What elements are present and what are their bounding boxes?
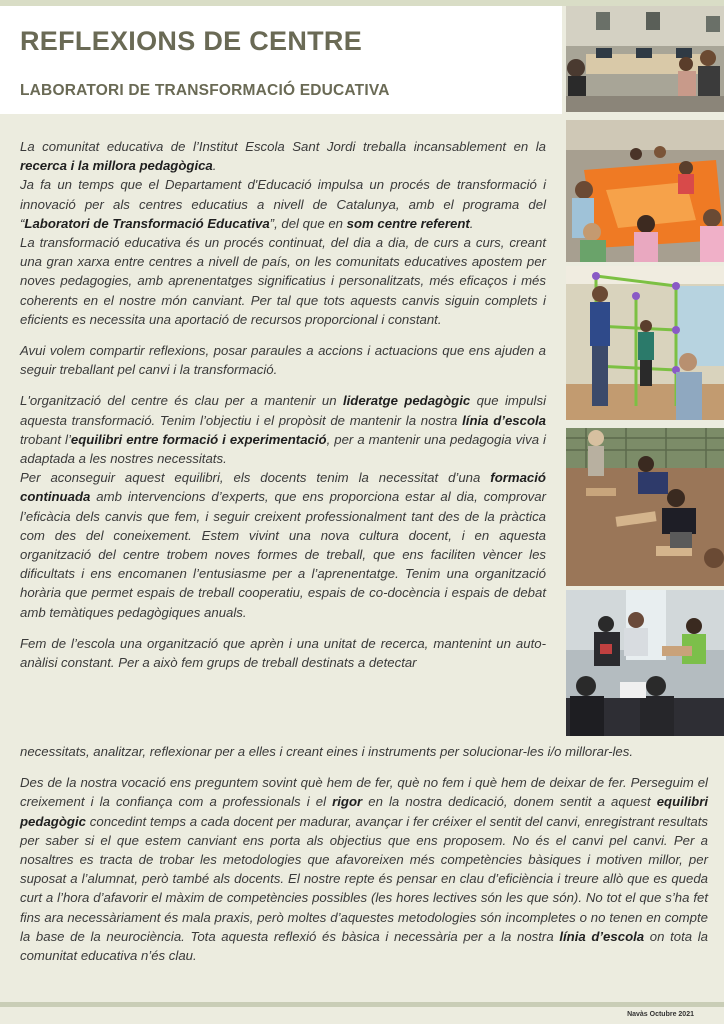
orange-light-table-photo bbox=[566, 120, 724, 262]
paragraph-8: Des de la nostra vocació ens preguntem sovint què hem de fer, què no fem i què hem de deixar de fer. Perseguim el creixement i la confiança com a professionals i el rigor en la nostra dedicació, donem sentit a aquest equilibri pedagògic concedint temps a cada docent per madurar, avançar i fer créixer el sentit del canvi, enregistrant resultats per saber si el que estem canviant ens porta als objectius que ens proposem. No és el canvi pel canvi. Per a nosaltres es tracta de trobar les metodologies que afavoreixen més competències bàsiques i motiven millor, per suposat a l’alumnat, però també als docents. El nostre repte és pensar en clau d’eficiència i treure allò que es queda curt a l’hora d’afavorir el màxim de competències possibles (les hores lectives són les que són). No tot el que s’ha fet fins ara necessàriament és mala praxis, però moltes d’aquestes metodologies són incompletes o no tenen en compte la base de la neurociència. Tota aquesta reflexió és bàsica i necessària per a la nostra línia d’escola on tota la comunitat educativa n’és clau. bbox=[20, 775, 709, 964]
climbing-frame-photo bbox=[566, 266, 724, 420]
paragraph-5: L'organització del centre és clau per a mantenir un lideratge pedagògic que impulsi aquesta transformació. Tenim l’objectiu i el propòsit de mantenir la nostra línia d’escola trobant l’equilibri entre formació i experimentació, per a mantenir una pedagogia viva i adaptada a les nostres necessitats. bbox=[20, 393, 546, 467]
page-subtitle: LABORATORI DE TRANSFORMACIÓ EDUCATIVA bbox=[20, 82, 390, 99]
continued-text-block bbox=[20, 742, 708, 965]
paragraph-3: La transformació educativa és un procés continuat, del dia a dia, de curs a curs, creant una gran xarxa entre centres a nivell de país, on les comunitats educatives apostem per noves pedagogies, amb aprenentatges significatius i personalitzats, més eficaços i més coherents en el nostre món canviant. Per tal que tots aquests canvis siguin complets i eficients es necessita una aportació de recursos proporcional i constant. bbox=[20, 235, 546, 327]
garden-work-photo bbox=[566, 428, 724, 586]
classroom-photo bbox=[566, 6, 724, 112]
bottom-rule bbox=[0, 1002, 724, 1007]
paragraph-7-start: Fem de l’escola una organització que aprèn i una unitat de recerca, mantenint un auto-anàlisi constant. Per a això fem grups de treball destinats a detectar bbox=[20, 635, 546, 671]
footer-date: Navàs Octubre 2021 bbox=[627, 1011, 694, 1018]
paragraph-7-end: necessitats, analitzar, reflexionar per a elles i creant eines i instruments per solucionar-les i/o millorar-les. bbox=[20, 744, 634, 759]
page-title: REFLEXIONS DE CENTRE bbox=[20, 26, 363, 56]
paragraph-6: Per aconseguir aquest equilibri, els docents tenim la necessitat d’una formació continuada amb intervencions d’experts, que ens proporciona estar al dia, comprovar l’eficàcia dels canvis que fem, i seguir creixent professionalment tant des de la pràctica com des del coneixement. Estem vivint una nova cultura docent, i en aquesta organització del centre trobem noves formes de treball, que ens faciliten vèncer les dificultats i ens encomanen l’entusiasme per a l’aprenentatge. Tenim una organització horària que permet espais de treball cooperatiu, espais de co-docència i espais de debat amb temàtiques pedagògiques anuals. bbox=[20, 470, 546, 620]
students-reading-photo bbox=[566, 590, 724, 736]
paragraph-1: La comunitat educativa de l’Institut Escola Sant Jordi treballa incansablement en la recerca i la millora pedagògica. bbox=[20, 139, 546, 174]
header-panel bbox=[0, 6, 562, 114]
paragraph-2: Ja fa un temps que el Departament d'Educació impulsa un procés de transformació i innovació per als centres educatius a nivell de Catalunya, amb el programa del “Laboratori de Transformació Educativa”, del que en som centre referent. bbox=[20, 177, 546, 231]
paragraph-4: Avui volem compartir reflexions, posar paraules a accions i actuacions que ens ajuden a seguir treballant pel canvi i la transformació. bbox=[20, 343, 546, 378]
intro-text-block bbox=[20, 137, 546, 672]
